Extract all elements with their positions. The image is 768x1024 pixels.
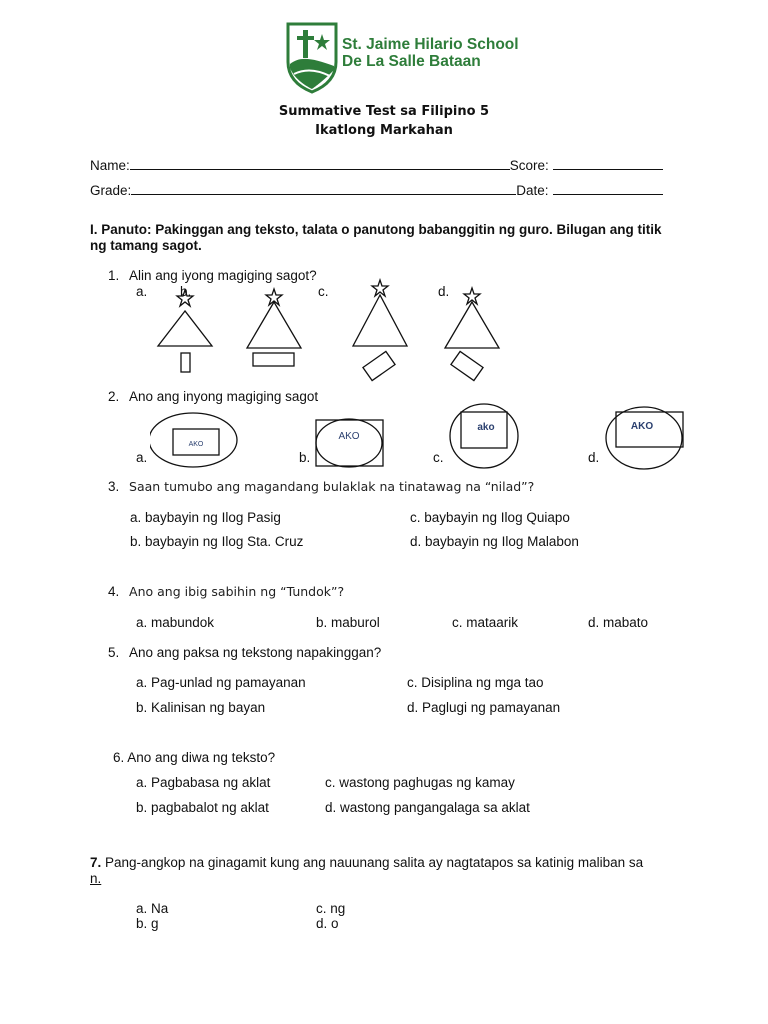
choice-letter[interactable]: d. (588, 450, 600, 465)
question-text: Ano ang inyong magiging sagot (129, 389, 319, 404)
date-label: Date: (516, 183, 549, 198)
choice-letter[interactable]: d. (438, 284, 450, 299)
instructions: I. Panuto: Pakinggan ang teksto, talata o panutong babanggitin ng guro. Bilugan ang titik ng tamang sagot. (90, 222, 662, 253)
choice-letter[interactable]: a. (136, 284, 148, 299)
choice-item[interactable]: c. ng (316, 901, 346, 916)
question-number: 4. (108, 584, 120, 599)
question-text: Saan tumubo ang magandang bulaklak na tinatawag na “nilad”? (129, 479, 535, 494)
question-text: Ano ang paksa ng tekstong napakinggan? (129, 645, 382, 660)
score-label: Score: (509, 158, 549, 173)
figure-c-circle (450, 404, 518, 468)
choice-item[interactable]: b. maburol (316, 615, 380, 630)
choice-item[interactable]: c. mataarik (452, 615, 519, 630)
school-name-line2: De La Salle Bataan (342, 53, 481, 70)
choice-item[interactable]: b. Kalinisan ng bayan (136, 700, 266, 715)
question-number: 6. (113, 750, 125, 765)
figure-a-label: AKO (188, 441, 204, 448)
choice-item[interactable]: d. o (316, 916, 339, 931)
page-title: Summative Test sa Filipino 5 (278, 104, 490, 119)
score-input-line[interactable] (553, 157, 663, 170)
question-number: 1. (108, 268, 120, 283)
figure-b-label: AKO (338, 431, 360, 442)
choice-letter[interactable]: b. (180, 284, 192, 299)
choice-item[interactable]: a. Pagbabasa ng aklat (136, 775, 271, 790)
circle-box-figures (150, 400, 690, 472)
choice-item[interactable]: d. mabato (588, 615, 649, 630)
choice-item[interactable]: d. baybayin ng Ilog Malabon (410, 534, 579, 549)
tree-figure-d (445, 288, 499, 381)
question-number: 2. (108, 389, 120, 404)
choice-item[interactable]: a. mabundok (136, 615, 215, 630)
grade-field-row (90, 182, 663, 198)
choice-item[interactable]: c. Disiplina ng mga tao (407, 675, 544, 690)
question-5 (108, 645, 381, 660)
tree-figure-c (353, 280, 407, 381)
choice-letter[interactable]: a. (136, 450, 148, 465)
date-input-line[interactable] (553, 182, 663, 195)
tree-figures (150, 278, 510, 388)
question-number: 3. (108, 479, 120, 494)
grade-input-line[interactable] (131, 182, 516, 195)
question-3 (108, 479, 534, 494)
grade-label: Grade: (90, 183, 132, 198)
figure-a-circle (150, 413, 237, 467)
question-text: Ano ang ibig sabihin ng “Tundok”? (129, 584, 345, 599)
tree-figure-a (158, 290, 212, 372)
choice-item[interactable]: d. wastong pangangalaga sa aklat (325, 800, 530, 815)
figure-c-label: ako (477, 422, 495, 433)
figure-b-circle (316, 419, 382, 467)
question-6 (113, 750, 275, 765)
tree-figure-b (247, 289, 301, 366)
choice-item[interactable]: c. baybayin ng Ilog Quiapo (410, 510, 570, 525)
choice-item[interactable]: d. Paglugi ng pamayanan (407, 700, 561, 715)
choice-letter[interactable]: c. (318, 284, 329, 299)
name-field-row (90, 157, 663, 173)
question-text: Pang-angkop na ginagamit kung ang nauunang salita ay nagtatapos sa katinig maliban sa (105, 855, 644, 870)
question-7 (90, 855, 650, 887)
choice-item[interactable]: b. baybayin ng Ilog Sta. Cruz (130, 534, 304, 549)
choice-item[interactable]: a. Pag-unlad ng pamayanan (136, 675, 306, 690)
question-number: 7. (90, 855, 102, 870)
name-label: Name: (90, 158, 130, 173)
school-crest-icon (286, 22, 338, 94)
figure-d-circle (606, 407, 682, 469)
school-name-line1: St. Jaime Hilario School (342, 36, 519, 53)
name-input-line[interactable] (130, 157, 510, 170)
choice-item[interactable]: b. pagbabalot ng aklat (136, 800, 269, 815)
choice-item[interactable]: a. Na (136, 901, 169, 916)
choice-item[interactable]: c. wastong paghugas ng kamay (325, 775, 515, 790)
question-number: 5. (108, 645, 120, 660)
question-4 (108, 584, 344, 599)
page-subtitle: Ikatlong Markahan (315, 123, 453, 138)
choice-item[interactable]: b. g (136, 916, 159, 931)
figure-d-label: AKO (630, 421, 654, 432)
question-text: Ano ang diwa ng teksto? (127, 750, 276, 765)
choice-item[interactable]: a. baybayin ng Ilog Pasig (130, 510, 281, 525)
question-text-underlined: n. (90, 871, 102, 886)
choice-letter[interactable]: b. (299, 450, 311, 465)
choice-letter[interactable]: c. (433, 450, 444, 465)
question-text: Alin ang iyong magiging sagot? (129, 268, 317, 283)
